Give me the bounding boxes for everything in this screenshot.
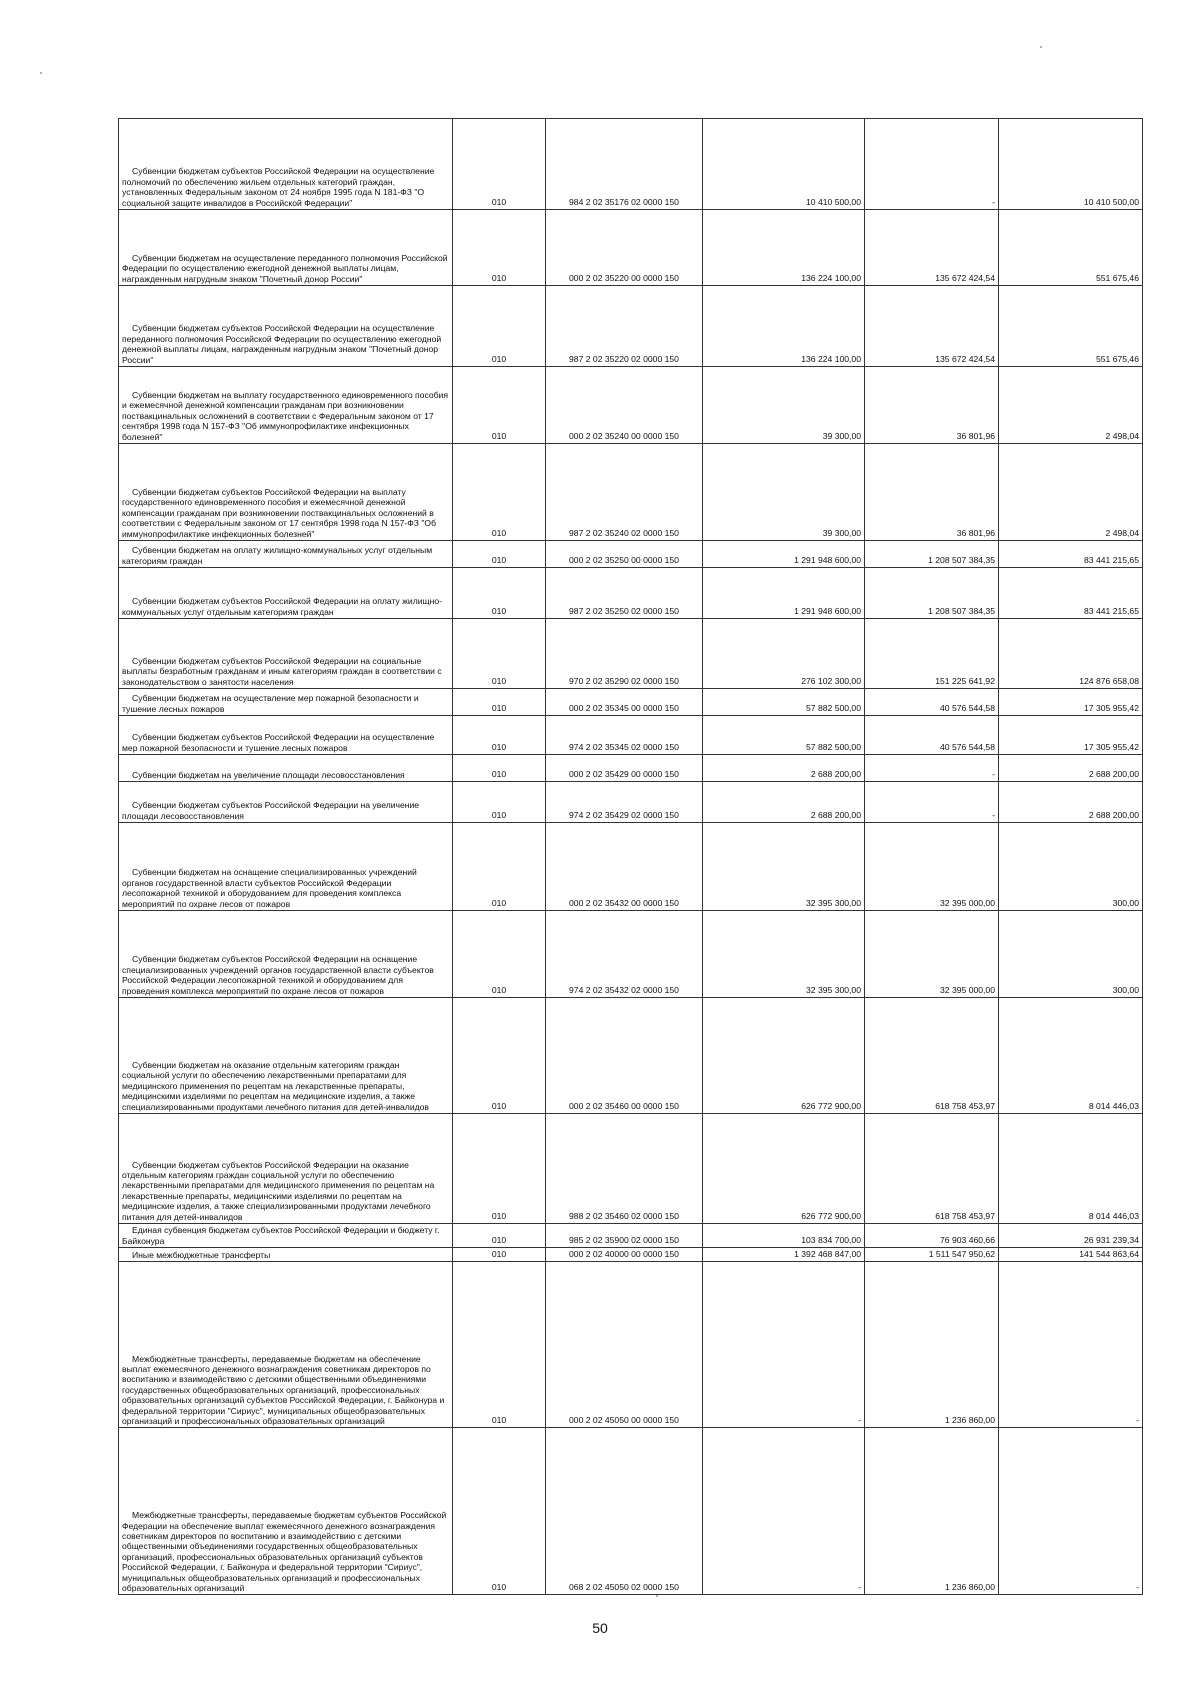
row-code: 010 — [453, 1248, 546, 1262]
table-row — [119, 755, 1143, 782]
table-row — [119, 619, 1143, 689]
row-unexecuted: - — [999, 1262, 1143, 1428]
table-row — [119, 823, 1143, 911]
row-code: 010 — [453, 1262, 546, 1428]
row-description: Субвенции бюджетам на оплату жилищно-коммунальных услуг отдельным категориям граждан — [119, 541, 453, 568]
row-executed: 40 576 544,58 — [865, 716, 999, 755]
row-approved: 276 102 300,00 — [703, 619, 865, 689]
table-row — [119, 689, 1143, 716]
row-description: Межбюджетные трансферты, передаваемые бюджетам на обеспечение выплат ежемесячного денежного вознаграждения советникам директоров по воспитанию и взаимодействию с детскими общественными объединениями государственных общеобразовательных организаций, профессиональных образовательных организаций субъектов Российской Федерации, г. Байконура и федеральной территории "Сириус", муниципальных общеобразовательных организаций и профессиональных образовательных организаций — [119, 1262, 453, 1428]
row-approved: 103 834 700,00 — [703, 1224, 865, 1248]
table-row — [119, 782, 1143, 823]
row-description: Субвенции бюджетам субъектов Российской Федерации на социальные выплаты безработным гражданам и иным категориям граждан в соответствии с законодательством о занятости населения — [119, 619, 453, 689]
row-code: 010 — [453, 568, 546, 619]
table-row — [119, 716, 1143, 755]
row-executed: 1 208 507 384,35 — [865, 568, 999, 619]
row-executed: 618 758 453,97 — [865, 1114, 999, 1224]
row-kbk: 974 2 02 35345 02 0000 150 — [546, 716, 703, 755]
row-unexecuted: 2 498,04 — [999, 367, 1143, 444]
table-row — [119, 444, 1143, 541]
row-description: Субвенции бюджетам субъектов Российской Федерации на осуществление переданного полномочия Российской Федерации по осуществлению ежегодной денежной выплаты лицам, награжденным нагрудным знаком "Почетный донор России" — [119, 286, 453, 367]
row-approved: 1 392 468 847,00 — [703, 1248, 865, 1262]
row-approved: 57 882 500,00 — [703, 689, 865, 716]
row-executed: 1 208 507 384,35 — [865, 541, 999, 568]
row-code: 010 — [453, 367, 546, 444]
row-approved: 626 772 900,00 — [703, 998, 865, 1114]
row-description: Субвенции бюджетам субъектов Российской Федерации на оплату жилищно-коммунальных услуг отдельным категориям граждан — [119, 568, 453, 619]
row-approved: 2 688 200,00 — [703, 755, 865, 782]
row-unexecuted: 17 305 955,42 — [999, 689, 1143, 716]
table-body — [119, 119, 1143, 1595]
row-kbk: 984 2 02 35176 02 0000 150 — [546, 119, 703, 210]
table-row — [119, 1428, 1143, 1595]
row-code: 010 — [453, 1114, 546, 1224]
row-code: 010 — [453, 119, 546, 210]
row-code: 010 — [453, 541, 546, 568]
row-executed: 618 758 453,97 — [865, 998, 999, 1114]
row-unexecuted: 17 305 955,42 — [999, 716, 1143, 755]
row-executed: 76 903 460,66 — [865, 1224, 999, 1248]
row-approved: - — [703, 1428, 865, 1595]
row-executed: 135 672 424,54 — [865, 286, 999, 367]
row-kbk: 987 2 02 35240 02 0000 150 — [546, 444, 703, 541]
row-kbk: 000 2 02 35460 00 0000 150 — [546, 998, 703, 1114]
row-approved: 32 395 300,00 — [703, 911, 865, 998]
row-kbk: 000 2 02 35250 00 0000 150 — [546, 541, 703, 568]
table-row — [119, 1114, 1143, 1224]
row-description: Субвенции бюджетам субъектов Российской Федерации на осуществление мер пожарной безопасности и тушение лесных пожаров — [119, 716, 453, 755]
row-description: Субвенции бюджетам субъектов Российской Федерации на выплату государственного единовременного пособия и ежемесячной денежной компенсации гражданам при возникновении поствакцинальных осложнений в соответствии с Федеральным законом от 17 сентября 1998 года N 157-ФЗ "Об иммунопрофилактике инфекционных болезней" — [119, 444, 453, 541]
row-approved: 57 882 500,00 — [703, 716, 865, 755]
row-code: 010 — [453, 998, 546, 1114]
row-description: Субвенции бюджетам на осуществление мер пожарной безопасности и тушение лесных пожаров — [119, 689, 453, 716]
row-approved: 10 410 500,00 — [703, 119, 865, 210]
row-approved: 136 224 100,00 — [703, 286, 865, 367]
row-kbk: 988 2 02 35460 02 0000 150 — [546, 1114, 703, 1224]
row-executed: - — [865, 119, 999, 210]
row-description: Субвенции бюджетам субъектов Российской Федерации на оснащение специализированных учреждений органов государственной власти субъектов Российской Федерации лесопожарной техникой и оборудованием для проведения комплекса мероприятий по охране лесов от пожаров — [119, 911, 453, 998]
row-description: Межбюджетные трансферты, передаваемые бюджетам субъектов Российской Федерации на обеспечение выплат ежемесячного денежного вознаграждения советникам директоров по воспитанию и взаимодействию с детскими общественными объединениями государственных общеобразовательных организаций, профессиональных образовательных организаций субъектов Российской Федерации, г. Байконура и федеральной территории "Сириус", муниципальных общеобразовательных организаций и профессиональных образовательных организаций — [119, 1428, 453, 1595]
row-executed: - — [865, 782, 999, 823]
table-row — [119, 367, 1143, 444]
row-approved: 1 291 948 600,00 — [703, 541, 865, 568]
row-kbk: 985 2 02 35900 02 0000 150 — [546, 1224, 703, 1248]
scan-speck — [1040, 46, 1042, 48]
report-sheet — [118, 118, 1142, 1595]
budget-table — [118, 118, 1143, 1595]
row-executed: 1 236 860,00 — [865, 1262, 999, 1428]
row-approved: - — [703, 1262, 865, 1428]
row-kbk: 000 2 02 45050 00 0000 150 — [546, 1262, 703, 1428]
row-description: Иные межбюджетные трансферты — [119, 1248, 453, 1262]
row-description: Субвенции бюджетам на оказание отдельным категориям граждан социальной услуги по обеспечению лекарственными препаратами для медицинского применения по рецептам на лекарственные препараты, медицинскими изделиями по рецептам на медицинские изделия, а также специализированными продуктами лечебного питания для детей-инвалидов — [119, 998, 453, 1114]
row-approved: 2 688 200,00 — [703, 782, 865, 823]
row-unexecuted: 83 441 215,65 — [999, 568, 1143, 619]
row-unexecuted: 2 688 200,00 — [999, 782, 1143, 823]
row-executed: 32 395 000,00 — [865, 911, 999, 998]
row-unexecuted: 141 544 863,64 — [999, 1248, 1143, 1262]
row-kbk: 987 2 02 35250 02 0000 150 — [546, 568, 703, 619]
row-unexecuted: 83 441 215,65 — [999, 541, 1143, 568]
row-code: 010 — [453, 689, 546, 716]
table-row — [119, 1248, 1143, 1262]
row-executed: 135 672 424,54 — [865, 210, 999, 286]
row-kbk: 000 2 02 35432 00 0000 150 — [546, 823, 703, 911]
row-approved: 626 772 900,00 — [703, 1114, 865, 1224]
row-kbk: 000 2 02 40000 00 0000 150 — [546, 1248, 703, 1262]
row-code: 010 — [453, 286, 546, 367]
row-approved: 1 291 948 600,00 — [703, 568, 865, 619]
row-description: Субвенции бюджетам субъектов Российской Федерации на увеличение площади лесовосстановления — [119, 782, 453, 823]
row-code: 010 — [453, 1428, 546, 1595]
table-row — [119, 541, 1143, 568]
row-code: 010 — [453, 716, 546, 755]
row-unexecuted: - — [999, 1428, 1143, 1595]
table-row — [119, 1262, 1143, 1428]
row-executed: 36 801,96 — [865, 444, 999, 541]
page-number: 50 — [592, 1620, 608, 1636]
row-executed: - — [865, 755, 999, 782]
table-row — [119, 119, 1143, 210]
scan-speck — [40, 72, 42, 74]
table-row — [119, 998, 1143, 1114]
row-description: Субвенции бюджетам на увеличение площади лесовосстановления — [119, 755, 453, 782]
row-approved: 39 300,00 — [703, 367, 865, 444]
row-description: Субвенции бюджетам субъектов Российской Федерации на оказание отдельным категориям граждан социальной услуги по обеспечению лекарственными препаратами для медицинского применения по рецептам на лекарственные препараты, медицинскими изделиями по рецептам на медицинские изделия, а также специализированными продуктами лечебного питания для детей-инвалидов — [119, 1114, 453, 1224]
row-unexecuted: 8 014 446,03 — [999, 1114, 1143, 1224]
row-executed: 1 511 547 950,62 — [865, 1248, 999, 1262]
row-executed: 151 225 641,92 — [865, 619, 999, 689]
row-code: 010 — [453, 210, 546, 286]
row-kbk: 974 2 02 35429 02 0000 150 — [546, 782, 703, 823]
row-unexecuted: 10 410 500,00 — [999, 119, 1143, 210]
row-unexecuted: 551 675,46 — [999, 210, 1143, 286]
row-unexecuted: 124 876 658,08 — [999, 619, 1143, 689]
row-code: 010 — [453, 444, 546, 541]
table-row — [119, 1224, 1143, 1248]
row-kbk: 000 2 02 35220 00 0000 150 — [546, 210, 703, 286]
row-code: 010 — [453, 782, 546, 823]
row-kbk: 000 2 02 35345 00 0000 150 — [546, 689, 703, 716]
row-kbk: 987 2 02 35220 02 0000 150 — [546, 286, 703, 367]
row-description: Субвенции бюджетам субъектов Российской Федерации на осуществление полномочий по обеспечению жильем отдельных категорий граждан, установленных Федеральным законом от 24 ноября 1995 года N 181-ФЗ "О социальной защите инвалидов в Российской Федерации" — [119, 119, 453, 210]
row-kbk: 000 2 02 35240 00 0000 150 — [546, 367, 703, 444]
row-code: 010 — [453, 1224, 546, 1248]
row-unexecuted: 551 675,46 — [999, 286, 1143, 367]
row-approved: 39 300,00 — [703, 444, 865, 541]
table-row — [119, 210, 1143, 286]
scan-speck — [656, 1595, 658, 1597]
row-description: Субвенции бюджетам на выплату государственного единовременного пособия и ежемесячной денежной компенсации гражданам при возникновении поствакцинальных осложнений в соответствии с Федеральным законом от 17 сентября 1998 года N 157-ФЗ "Об иммунопрофилактике инфекционных болезней" — [119, 367, 453, 444]
table-row — [119, 286, 1143, 367]
row-executed: 1 236 860,00 — [865, 1428, 999, 1595]
row-description: Субвенции бюджетам на оснащение специализированных учреждений органов государственной власти субъектов Российской Федерации лесопожарной техникой и оборудованием для проведения комплекса мероприятий по охране лесов от пожаров — [119, 823, 453, 911]
row-unexecuted: 2 498,04 — [999, 444, 1143, 541]
row-approved: 32 395 300,00 — [703, 823, 865, 911]
row-executed: 40 576 544,58 — [865, 689, 999, 716]
table-row — [119, 568, 1143, 619]
row-unexecuted: 26 931 239,34 — [999, 1224, 1143, 1248]
row-unexecuted: 2 688 200,00 — [999, 755, 1143, 782]
row-approved: 136 224 100,00 — [703, 210, 865, 286]
row-description: Субвенции бюджетам на осуществление переданного полномочия Российской Федерации по осуществлению ежегодной денежной выплаты лицам, награжденным нагрудным знаком "Почетный донор России" — [119, 210, 453, 286]
row-executed: 32 395 000,00 — [865, 823, 999, 911]
table-row — [119, 911, 1143, 998]
row-unexecuted: 8 014 446,03 — [999, 998, 1143, 1114]
row-kbk: 000 2 02 35429 00 0000 150 — [546, 755, 703, 782]
row-kbk: 068 2 02 45050 02 0000 150 — [546, 1428, 703, 1595]
row-executed: 36 801,96 — [865, 367, 999, 444]
row-kbk: 974 2 02 35432 02 0000 150 — [546, 911, 703, 998]
row-code: 010 — [453, 911, 546, 998]
row-unexecuted: 300,00 — [999, 823, 1143, 911]
row-code: 010 — [453, 619, 546, 689]
row-code: 010 — [453, 755, 546, 782]
row-unexecuted: 300,00 — [999, 911, 1143, 998]
row-description: Единая субвенция бюджетам субъектов Российской Федерации и бюджету г. Байконура — [119, 1224, 453, 1248]
row-code: 010 — [453, 823, 546, 911]
row-kbk: 970 2 02 35290 02 0000 150 — [546, 619, 703, 689]
